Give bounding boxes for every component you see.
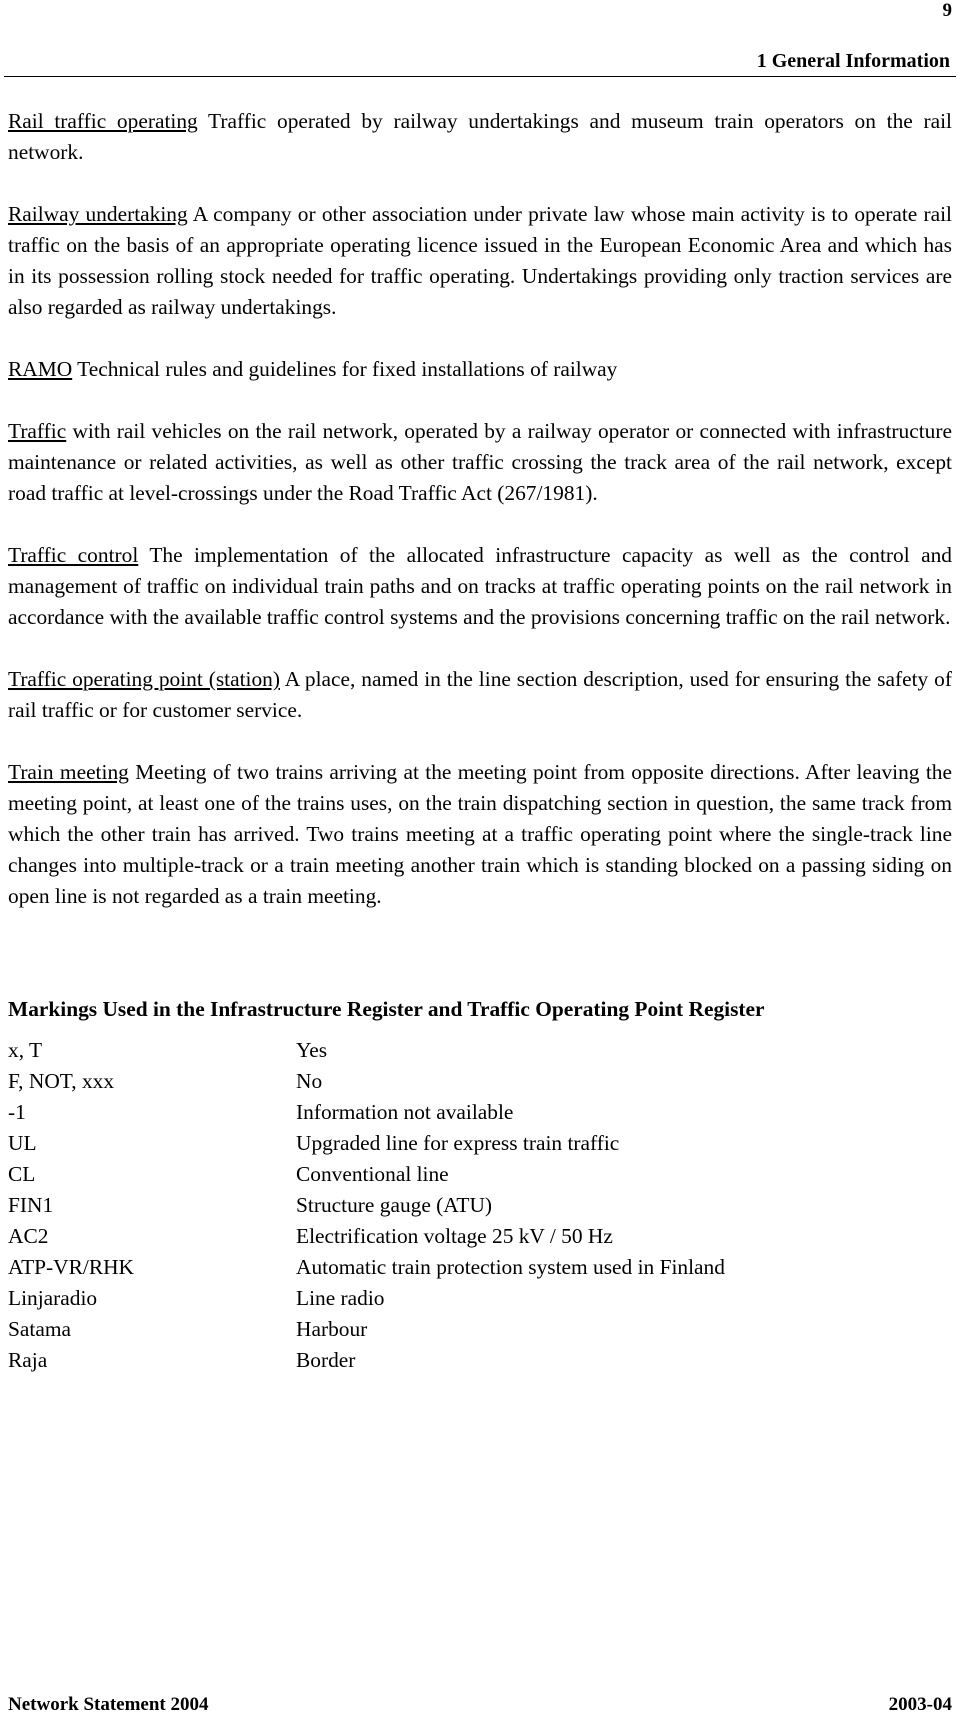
marking-code: -1 xyxy=(8,1100,26,1124)
marking-meaning: Harbour xyxy=(296,1317,368,1341)
definition-traffic xyxy=(8,416,952,509)
term: Rail traffic operating xyxy=(8,109,198,133)
marking-meaning: Line radio xyxy=(296,1286,385,1310)
definition-text: Meeting of two trains arriving at the meeting point from opposite directions. After leaving the meeting point, at least one of the trains uses, on the train dispatching section in question, the same track from which the other train has arrived. Two trains meeting at a traffic operating point where the single-track line changes into multiple-track or a train meeting another train which is standing blocked on a passing siding on open line is not regarded as a train meeting. xyxy=(8,760,952,908)
marking-meaning: Border xyxy=(296,1348,356,1372)
definition-text: The implementation of the allocated infrastructure capacity as well as the control and management of traffic on individual train paths and on tracks at traffic operating points on the rail network in accordance with the available traffic control systems and the provisions concerning traffic on the rail network. xyxy=(8,543,952,629)
marking-code: Raja xyxy=(8,1348,48,1372)
markings-row xyxy=(8,1221,725,1252)
definition-text: A place, named in the line section description, used for ensuring the safety of rail traffic or for customer service. xyxy=(8,667,952,722)
document-body xyxy=(8,106,952,1376)
marking-code: AC2 xyxy=(8,1224,49,1248)
markings-row xyxy=(8,1097,725,1128)
term: Train meeting xyxy=(8,760,129,784)
definition-text: A company or other association under private law whose main activity is to operate rail traffic on the basis of an appropriate operating licence issued in the European Economic Area and which has in its possession rolling stock needed for traffic operating. Undertakings providing only traction services are also regarded as railway undertakings. xyxy=(8,202,952,319)
markings-row xyxy=(8,1159,725,1190)
marking-meaning: Structure gauge (ATU) xyxy=(296,1193,493,1217)
marking-code: x, T xyxy=(8,1038,43,1062)
marking-meaning: Electrification voltage 25 kV / 50 Hz xyxy=(296,1224,613,1248)
marking-code: ATP-VR/RHK xyxy=(8,1255,134,1279)
marking-code: UL xyxy=(8,1131,37,1155)
marking-code: F, NOT, xxx xyxy=(8,1069,115,1093)
term: Traffic xyxy=(8,419,67,443)
definition-rail-traffic-operating xyxy=(8,106,952,168)
term: Railway undertaking xyxy=(8,202,188,226)
term: Traffic operating point (station) xyxy=(8,667,280,691)
marking-meaning: Information not available xyxy=(296,1100,514,1124)
definition-text: with rail vehicles on the rail network, operated by a railway operator or connected with infrastructure maintenance or related activities, as well as other traffic crossing the track area of the rail network, except road traffic at level-crossings under the Road Traffic Act (267/1981). xyxy=(8,419,952,505)
markings-row xyxy=(8,1283,725,1314)
markings-row xyxy=(8,1128,725,1159)
marking-meaning: No xyxy=(296,1069,323,1093)
definition-traffic-control xyxy=(8,540,952,633)
marking-code: CL xyxy=(8,1162,36,1186)
markings-row xyxy=(8,1035,725,1066)
markings-row xyxy=(8,1066,725,1097)
markings-heading: Markings Used in the Infrastructure Register and Traffic Operating Point Register xyxy=(8,997,765,1021)
footer-document-title: Network Statement 2004 xyxy=(8,1694,209,1715)
footer-date: 2003-04 xyxy=(888,1694,952,1715)
definition-train-meeting xyxy=(8,757,952,912)
definition-text: Traffic operated by railway undertakings and museum train operators on the rail network. xyxy=(8,109,952,164)
markings-table xyxy=(8,1035,725,1376)
section-title: 1 General Information xyxy=(756,50,950,72)
marking-code: FIN1 xyxy=(8,1193,54,1217)
marking-meaning: Upgraded line for express train traffic xyxy=(296,1131,620,1155)
markings-row xyxy=(8,1252,725,1283)
marking-meaning: Yes xyxy=(296,1038,328,1062)
markings-row xyxy=(8,1314,725,1345)
definition-railway-undertaking xyxy=(8,199,952,323)
marking-code: Satama xyxy=(8,1317,71,1341)
term: RAMO xyxy=(8,357,73,381)
markings-row xyxy=(8,1190,725,1221)
definition-ramo xyxy=(8,354,952,385)
marking-meaning: Conventional line xyxy=(296,1162,449,1186)
term: Traffic control xyxy=(8,543,139,567)
page-number: 9 xyxy=(942,0,952,21)
markings-row xyxy=(8,1345,725,1376)
definition-text: Technical rules and guidelines for fixed installations of railway xyxy=(72,357,618,381)
marking-code: Linjaradio xyxy=(8,1286,98,1310)
marking-meaning: Automatic train protection system used in Finland xyxy=(296,1255,725,1279)
header-divider xyxy=(4,76,956,77)
definition-traffic-operating-point xyxy=(8,664,952,726)
